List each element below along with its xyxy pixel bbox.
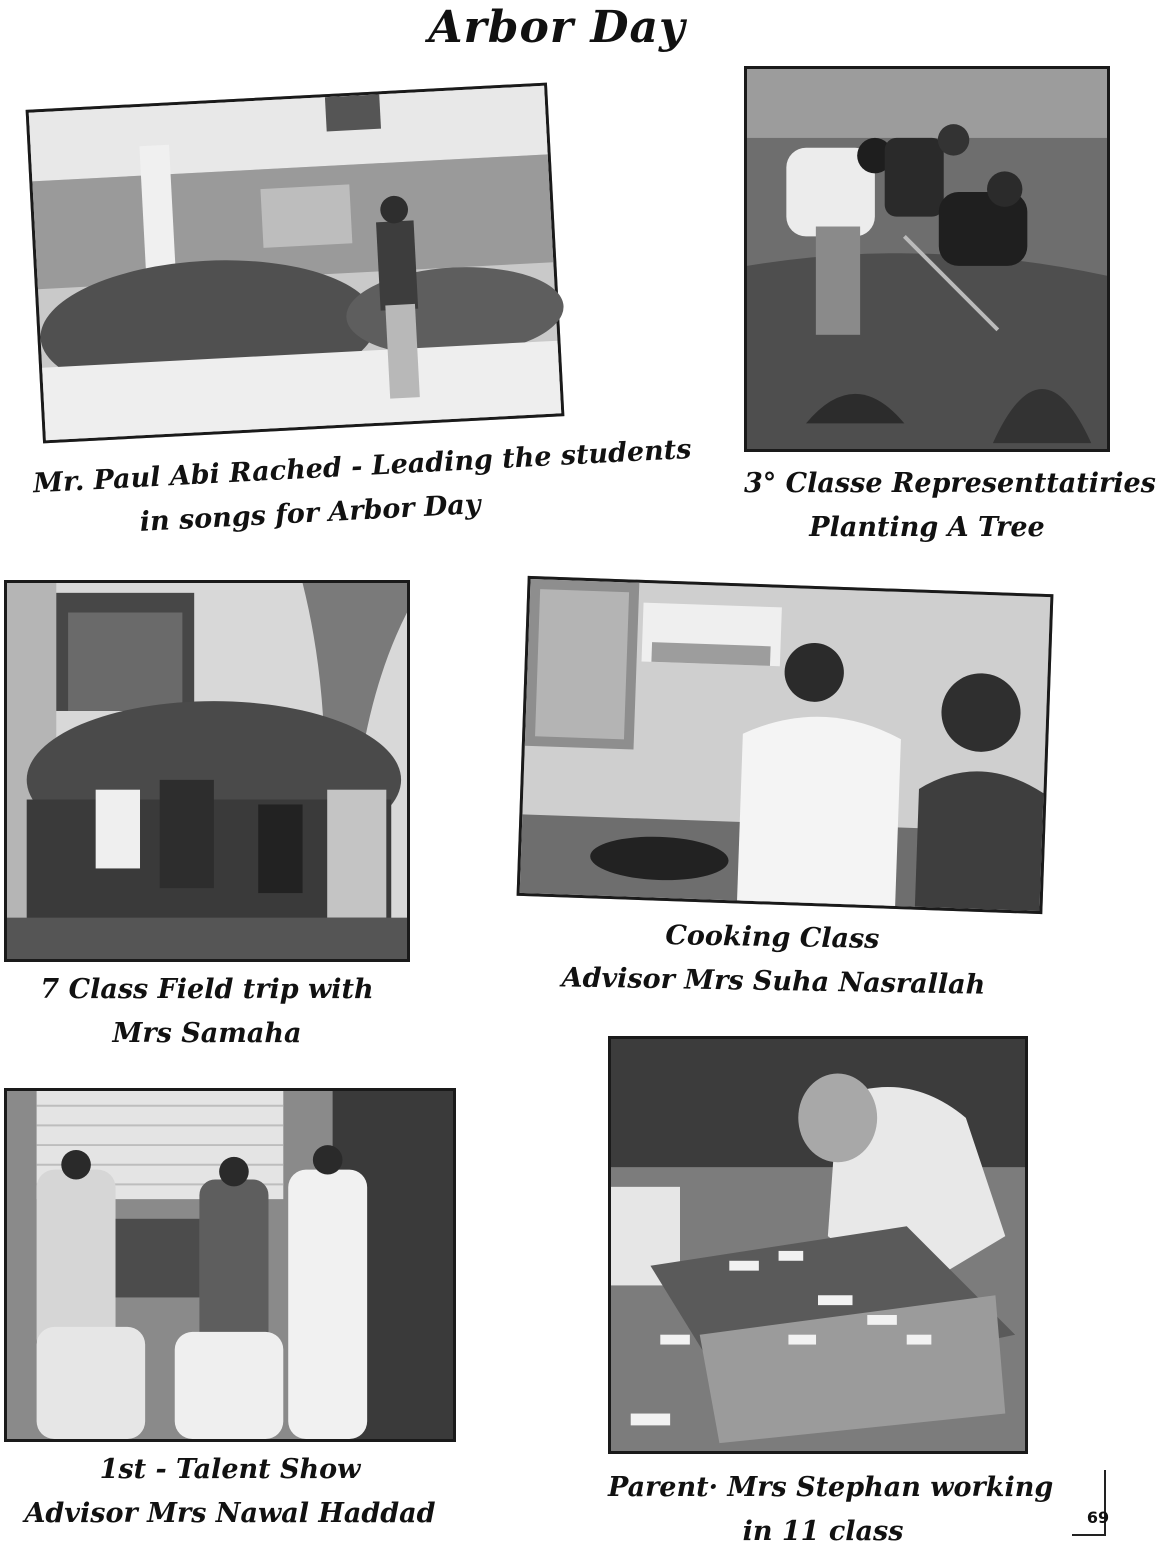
caption-line: Mr. Paul Abi Rached - Leading the students — [32, 433, 693, 500]
page-number: 69 — [1086, 1508, 1110, 1527]
photo-cooking-class — [517, 576, 1054, 914]
caption-line: 1st - Talent Show — [99, 1454, 361, 1485]
caption-line: Cooking Class — [665, 920, 880, 955]
photo-planting-tree — [744, 66, 1110, 452]
caption-photo-5 — [0, 1448, 460, 1536]
caption-line: Parent· Mrs Stephan working — [608, 1472, 1054, 1503]
caption-line: Advisor Mrs Suha Nasrallah — [561, 962, 986, 1001]
photo-students-hall — [26, 83, 565, 444]
caption-photo-4 — [561, 912, 986, 1007]
page-number-underline — [1072, 1534, 1106, 1536]
caption-line: 3° Classe Representtatiries — [744, 468, 1156, 499]
photo-parent-working — [608, 1036, 1028, 1454]
caption-photo-6 — [608, 1466, 1054, 1554]
caption-photo-2 — [744, 462, 1156, 550]
page-title: Arbor Day — [428, 2, 686, 53]
caption-line: Advisor Mrs Nawal Haddad — [24, 1498, 436, 1529]
caption-photo-3 — [4, 968, 410, 1056]
caption-photo-1 — [32, 433, 693, 551]
photo-field-trip — [4, 580, 410, 962]
caption-line: in 11 class — [742, 1516, 904, 1547]
caption-line: Planting A Tree — [809, 512, 1045, 543]
caption-line: in songs for Arbor Day — [138, 489, 482, 538]
photo-talent-show — [4, 1088, 456, 1442]
caption-line: 7 Class Field trip with — [40, 974, 374, 1005]
caption-line: Mrs Samaha — [112, 1018, 302, 1049]
